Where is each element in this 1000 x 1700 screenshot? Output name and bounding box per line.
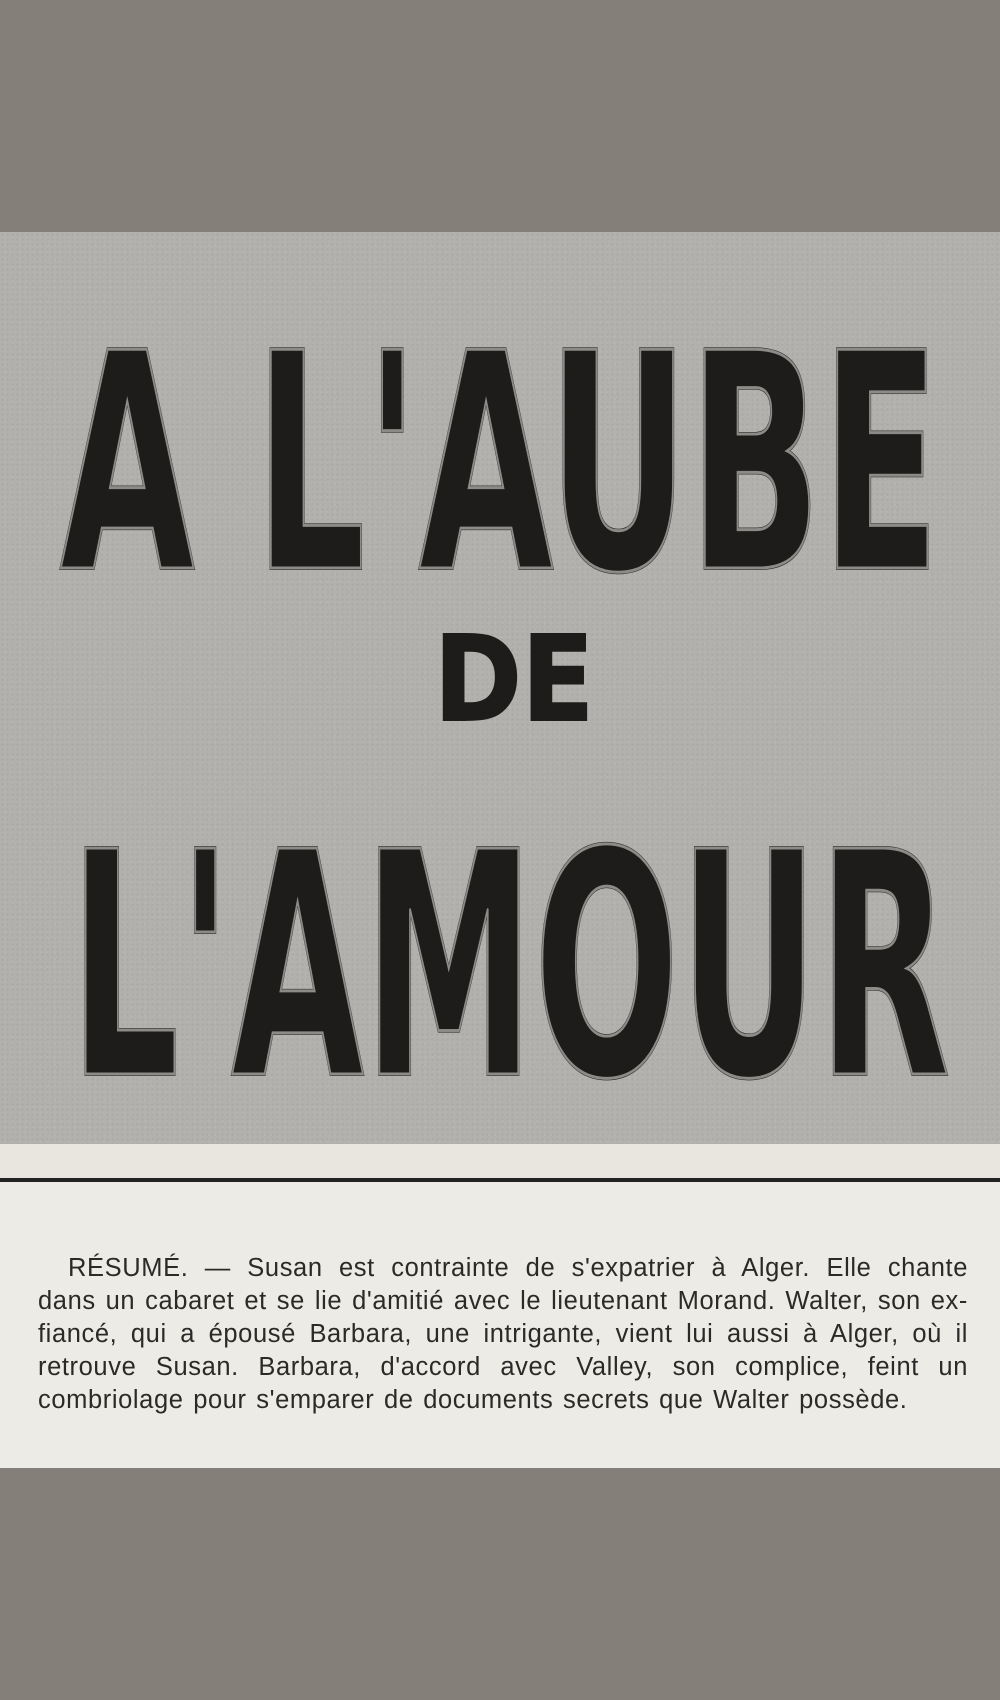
title-line-1: A L'AUBE xyxy=(60,290,940,639)
separator-rule xyxy=(0,1144,1000,1182)
title-line-3-inline: L'AMOUR xyxy=(70,787,950,1144)
title-graphic xyxy=(0,232,1000,1144)
title-line-3: L'AMOUR xyxy=(70,787,950,1144)
title-line-2: DE xyxy=(434,610,594,748)
title-line-1-inline: A L'AUBE xyxy=(60,290,940,639)
resume-paragraph: RÉSUMÉ. — Susan est contrainte de s'expatrier à Alger. Elle chante dans un cabaret et se lie d'amitié avec le lieutenant Morand. Walter, son ex-fiancé, qui a épousé Barbara, une intrigante, vient lui aussi à Alger, où il retrouve Susan. Barbara, d'accord avec Valley, son complice, feint un combriolage pour s'emparer de documents secrets que Walter possède. xyxy=(38,1254,968,1414)
magazine-clipping xyxy=(0,232,1000,1468)
title-panel xyxy=(0,232,1000,1144)
